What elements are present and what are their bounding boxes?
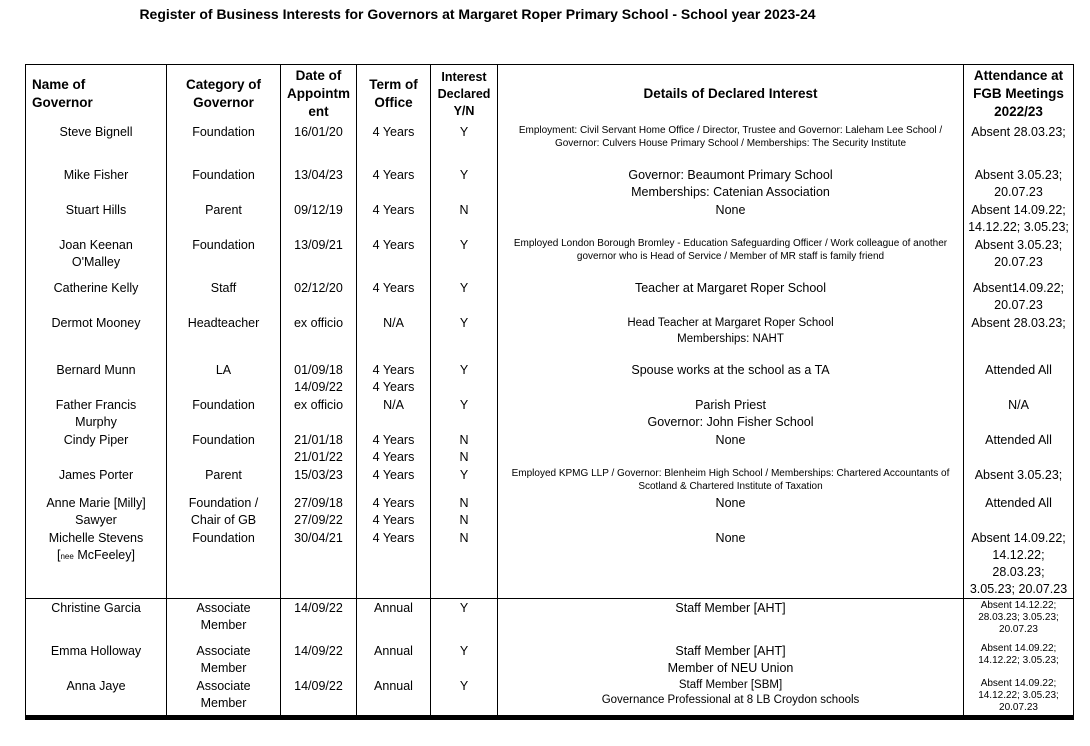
- attendance: Absent 14.09.22; 14.12.22; 3.05.23;: [964, 201, 1074, 236]
- interest-details: Employed KPMG LLP / Governor: Blenheim High School / Memberships: Chartered Accountants of Scotland & Chartered Institute of Taxation: [498, 466, 964, 494]
- term-of-office: 4 Years: [357, 529, 431, 599]
- attendance: N/A: [964, 396, 1074, 431]
- term-of-office: 4 Years: [357, 123, 431, 166]
- header-attendance: Attendance at FGB Meetings 2022/23: [964, 65, 1074, 124]
- term-of-office: Annual: [357, 642, 431, 677]
- term-of-office: 4 Years: [357, 201, 431, 236]
- table-row: [26, 529, 1074, 599]
- governor-category: Parent: [167, 201, 281, 236]
- term-of-office: N/A: [357, 314, 431, 361]
- header-details: Details of Declared Interest: [498, 65, 964, 124]
- header-category: Category of Governor: [167, 65, 281, 124]
- table-row: [26, 123, 1074, 166]
- header-term: Term of Office: [357, 65, 431, 124]
- appointment-date: 14/09/22: [281, 677, 357, 718]
- appointment-date: 21/01/18 21/01/22: [281, 431, 357, 466]
- attendance: Absent 3.05.23; 20.07.23: [964, 236, 1074, 279]
- interest-details: Staff Member [SBM] Governance Professional at 8 LB Croydon schools: [498, 677, 964, 718]
- interest-declared: N: [431, 201, 498, 236]
- governor-name: Cindy Piper: [26, 431, 167, 466]
- table-row: [26, 466, 1074, 494]
- interest-declared: N N: [431, 494, 498, 529]
- term-of-office: N/A: [357, 396, 431, 431]
- interest-declared: Y: [431, 361, 498, 396]
- attendance: Absent 3.05.23; 20.07.23: [964, 166, 1074, 201]
- governor-category: Foundation: [167, 166, 281, 201]
- appointment-date: ex officio: [281, 396, 357, 431]
- interest-details: None: [498, 529, 964, 599]
- governor-name: Joan Keenan O'Malley: [26, 236, 167, 279]
- header-date: Date of Appointm ent: [281, 65, 357, 124]
- interest-declared: Y: [431, 599, 498, 642]
- attendance: Absent 28.03.23;: [964, 314, 1074, 361]
- table-row: [26, 201, 1074, 236]
- appointment-date: ex officio: [281, 314, 357, 361]
- interest-declared: Y: [431, 642, 498, 677]
- term-of-office: 4 Years 4 Years: [357, 494, 431, 529]
- governor-name: Anna Jaye: [26, 677, 167, 718]
- attendance: Attended All: [964, 431, 1074, 466]
- register-table: [25, 64, 1074, 720]
- governor-category: Foundation: [167, 396, 281, 431]
- interest-declared: Y: [431, 123, 498, 166]
- interest-details: Staff Member [AHT] Member of NEU Union: [498, 642, 964, 677]
- attendance: Attended All: [964, 494, 1074, 529]
- interest-details: Parish Priest Governor: John Fisher School: [498, 396, 964, 431]
- interest-declared: Y: [431, 314, 498, 361]
- governor-name: Father Francis Murphy: [26, 396, 167, 431]
- attendance: Absent 14.09.22; 14.12.22; 3.05.23;: [964, 642, 1074, 677]
- governor-category: Associate Member: [167, 599, 281, 642]
- interest-declared: N N: [431, 431, 498, 466]
- table-row: [26, 314, 1074, 361]
- term-of-office: 4 Years: [357, 166, 431, 201]
- governor-name: Bernard Munn: [26, 361, 167, 396]
- appointment-date: 16/01/20: [281, 123, 357, 166]
- appointment-date: 14/09/22: [281, 642, 357, 677]
- governor-category: Associate Member: [167, 642, 281, 677]
- governor-name: Dermot Mooney: [26, 314, 167, 361]
- appointment-date: 13/04/23: [281, 166, 357, 201]
- table-row: [26, 599, 1074, 642]
- interest-declared: Y: [431, 677, 498, 718]
- governor-category: Foundation / Chair of GB: [167, 494, 281, 529]
- attendance: Absent 28.03.23;: [964, 123, 1074, 166]
- appointment-date: 09/12/19: [281, 201, 357, 236]
- attendance: Absent14.09.22; 20.07.23: [964, 279, 1074, 314]
- governor-name: Anne Marie [Milly] Sawyer: [26, 494, 167, 529]
- interest-declared: Y: [431, 396, 498, 431]
- governor-category: Parent: [167, 466, 281, 494]
- governor-category: Foundation: [167, 236, 281, 279]
- header-row: [26, 65, 1074, 124]
- governor-name: Mike Fisher: [26, 166, 167, 201]
- term-of-office: Annual: [357, 677, 431, 718]
- attendance: Attended All: [964, 361, 1074, 396]
- interest-details: Employment: Civil Servant Home Office / Director, Trustee and Governor: Laleham Lee School / Governor: Culvers House Primary School / Memberships: The Security Institute: [498, 123, 964, 166]
- term-of-office: 4 Years: [357, 279, 431, 314]
- term-of-office: 4 Years 4 Years: [357, 431, 431, 466]
- interest-declared: Y: [431, 466, 498, 494]
- appointment-date: 15/03/23: [281, 466, 357, 494]
- table-row: [26, 494, 1074, 529]
- appointment-date: 13/09/21: [281, 236, 357, 279]
- table-row: [26, 361, 1074, 396]
- governor-category: Foundation: [167, 431, 281, 466]
- governor-category: Headteacher: [167, 314, 281, 361]
- governor-category: Foundation: [167, 123, 281, 166]
- governor-name: Christine Garcia: [26, 599, 167, 642]
- term-of-office: 4 Years: [357, 236, 431, 279]
- governor-name: Catherine Kelly: [26, 279, 167, 314]
- header-declared: Interest Declared Y/N: [431, 65, 498, 124]
- table-row: [26, 236, 1074, 279]
- governor-name: Steve Bignell: [26, 123, 167, 166]
- table-row: [26, 396, 1074, 431]
- header-name: Name of Governor: [26, 65, 167, 124]
- appointment-date: 27/09/18 27/09/22: [281, 494, 357, 529]
- interest-details: None: [498, 494, 964, 529]
- appointment-date: 02/12/20: [281, 279, 357, 314]
- appointment-date: 01/09/18 14/09/22: [281, 361, 357, 396]
- interest-declared: Y: [431, 166, 498, 201]
- attendance: Absent 14.09.22; 14.12.22; 3.05.23; 20.07.23: [964, 677, 1074, 718]
- table-row: [26, 642, 1074, 677]
- interest-details: Head Teacher at Margaret Roper School Memberships: NAHT: [498, 314, 964, 361]
- governor-name: Emma Holloway: [26, 642, 167, 677]
- document-title: Register of Business Interests for Governors at Margaret Roper Primary School - School year 2023-24: [139, 6, 816, 22]
- term-of-office: 4 Years: [357, 466, 431, 494]
- governor-category: Foundation: [167, 529, 281, 599]
- governor-name-main: Michelle Stevens: [48, 531, 144, 545]
- interest-details: Employed London Borough Bromley - Education Safeguarding Officer / Work colleague of another governor who is Head of Service / Member of MR staff is family friend: [498, 236, 964, 279]
- table-row: [26, 431, 1074, 466]
- appointment-date: 30/04/21: [281, 529, 357, 599]
- governor-name-maiden: McFeeley]: [77, 548, 135, 562]
- interest-details: None: [498, 431, 964, 466]
- table-row: [26, 279, 1074, 314]
- governor-name: Michelle Stevens [nee McFeeley]: [26, 529, 167, 599]
- term-of-office: 4 Years 4 Years: [357, 361, 431, 396]
- term-of-office: Annual: [357, 599, 431, 642]
- governor-name-nee: nee: [60, 552, 74, 561]
- table-row: [26, 166, 1074, 201]
- interest-details: Spouse works at the school as a TA: [498, 361, 964, 396]
- interest-declared: N: [431, 529, 498, 599]
- governor-category: Staff: [167, 279, 281, 314]
- interest-details: None: [498, 201, 964, 236]
- governor-category: Associate Member: [167, 677, 281, 718]
- interest-declared: Y: [431, 236, 498, 279]
- interest-details: Teacher at Margaret Roper School: [498, 279, 964, 314]
- governor-name: James Porter: [26, 466, 167, 494]
- attendance: Absent 14.12.22; 28.03.23; 3.05.23; 20.07.23: [964, 599, 1074, 642]
- attendance: Absent 14.09.22; 14.12.22; 28.03.23; 3.05.23; 20.07.23: [964, 529, 1074, 599]
- interest-declared: Y: [431, 279, 498, 314]
- appointment-date: 14/09/22: [281, 599, 357, 642]
- governor-category: LA: [167, 361, 281, 396]
- table-row: [26, 677, 1074, 718]
- interest-details: Staff Member [AHT]: [498, 599, 964, 642]
- interest-details: Governor: Beaumont Primary School Memberships: Catenian Association: [498, 166, 964, 201]
- governor-name: Stuart Hills: [26, 201, 167, 236]
- attendance: Absent 3.05.23;: [964, 466, 1074, 494]
